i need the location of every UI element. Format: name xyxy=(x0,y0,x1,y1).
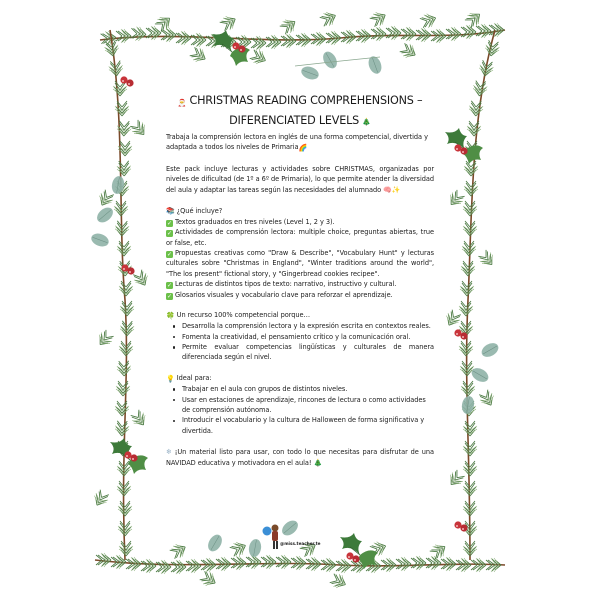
competencial-item: Permite evaluar competencias lingüísticas y culturales de manera diferenciada según el nivel. xyxy=(182,343,434,362)
brain-icon: 🧠 xyxy=(383,186,392,195)
left-garland xyxy=(89,30,151,560)
top-garland xyxy=(100,9,505,82)
closing-paragraph: ❄ ¡Un material listo para usar, con todo lo que necesitas para disfrutar de una NAVIDAD educativa y motivadora en el aula! 🎄 xyxy=(166,447,435,468)
document-body xyxy=(166,92,434,468)
includes-section xyxy=(166,206,434,300)
ideal-heading: 💡 Ideal para: xyxy=(166,374,212,383)
competencial-item: Desarrolla la comprensión lectora y la expresión escrita en contextos reales. xyxy=(182,321,434,331)
rainbow-icon: 🌈 xyxy=(298,143,308,152)
competencial-section xyxy=(166,310,434,363)
santa-hat-icon: 🎅 xyxy=(177,98,187,107)
christmas-tree-icon: 🎄 xyxy=(313,459,323,468)
check-mark-icon: ✓ xyxy=(167,292,172,300)
check-mark-icon: ✓ xyxy=(167,219,172,227)
title-line-1: 🎅 CHRISTMAS READING COMPREHENSIONS – xyxy=(166,92,434,112)
check-mark-icon: ✓ xyxy=(167,282,172,290)
ideal-item: Introducir el vocabulario y la cultura de Halloween de forma significativa y divertida. xyxy=(182,415,434,436)
christmas-tree-icon: 🎄 xyxy=(362,118,371,126)
clover-icon: 🍀 xyxy=(166,311,175,320)
books-icon: 📚 xyxy=(166,207,175,216)
title-line-2: DIFERENCIATED LEVELS 🎄 xyxy=(166,112,434,132)
ideal-item: Trabajar en el aula con grupos de distintos niveles. xyxy=(182,384,434,394)
author-watermark: @miss.teacher.te xyxy=(280,541,321,546)
competencial-item: Fomenta la creatividad, el pensamiento crítico y la comunicación oral. xyxy=(182,332,434,342)
page-title xyxy=(166,92,434,131)
ideal-item: Usar en estaciones de aprendizaje, rincones de lectura o como actividades de comprensión autónoma. xyxy=(182,395,434,416)
snowflake-icon: ❄ xyxy=(166,448,172,457)
includes-heading: 📚 ¿Qué incluye? xyxy=(166,206,223,216)
competencial-list xyxy=(166,321,434,363)
includes-item: ✓ Propuestas creativas como "Draw & Describe", "Vocabulary Hunt" y lecturas culturales sobre "Christmas in England", "Winter traditions around the world", "The los present" fictional story, y "Gingerbread cookies recipee". xyxy=(166,248,434,278)
right-garland xyxy=(443,30,501,560)
sparkles-icon: ✨ xyxy=(391,186,401,195)
ideal-list xyxy=(166,384,434,436)
intro-paragraph: Trabaja la comprensión lectora en inglés de una forma competencial, divertida y adaptada a todos los niveles de Primaria🌈 xyxy=(166,133,428,152)
ideal-section xyxy=(166,373,434,436)
includes-item: ✓ Textos graduados en tres niveles (Level 1, 2 y 3). xyxy=(167,217,335,227)
bottom-garland xyxy=(95,518,505,591)
teacher-avatar-icon xyxy=(262,522,284,552)
lightbulb-icon: 💡 xyxy=(166,374,175,383)
includes-item: ✓ Lecturas de distintos tipos de texto: narrativo, instructivo y cultural. xyxy=(167,280,397,290)
includes-item: ✓ Actividades de comprensión lectora: multiple choice, preguntas abiertas, true or false, etc. xyxy=(166,228,434,247)
check-mark-icon: ✓ xyxy=(167,250,172,258)
competencial-heading: 🍀 Un recurso 100% competencial porque… xyxy=(166,311,311,320)
check-mark-icon: ✓ xyxy=(167,230,172,238)
includes-item: ✓ Glosarios visuales y vocabulario clave para reforzar el aprendizaje. xyxy=(167,290,393,300)
description-paragraph: Este pack incluye lecturas y actividades sobre CHRISTMAS, organizadas por niveles de dificultad (de 1º a 6º de Primaria), lo que permite atender la diversidad del aula y adaptar las tareas según las necesidades del alumnado 🧠✨ xyxy=(166,164,434,195)
